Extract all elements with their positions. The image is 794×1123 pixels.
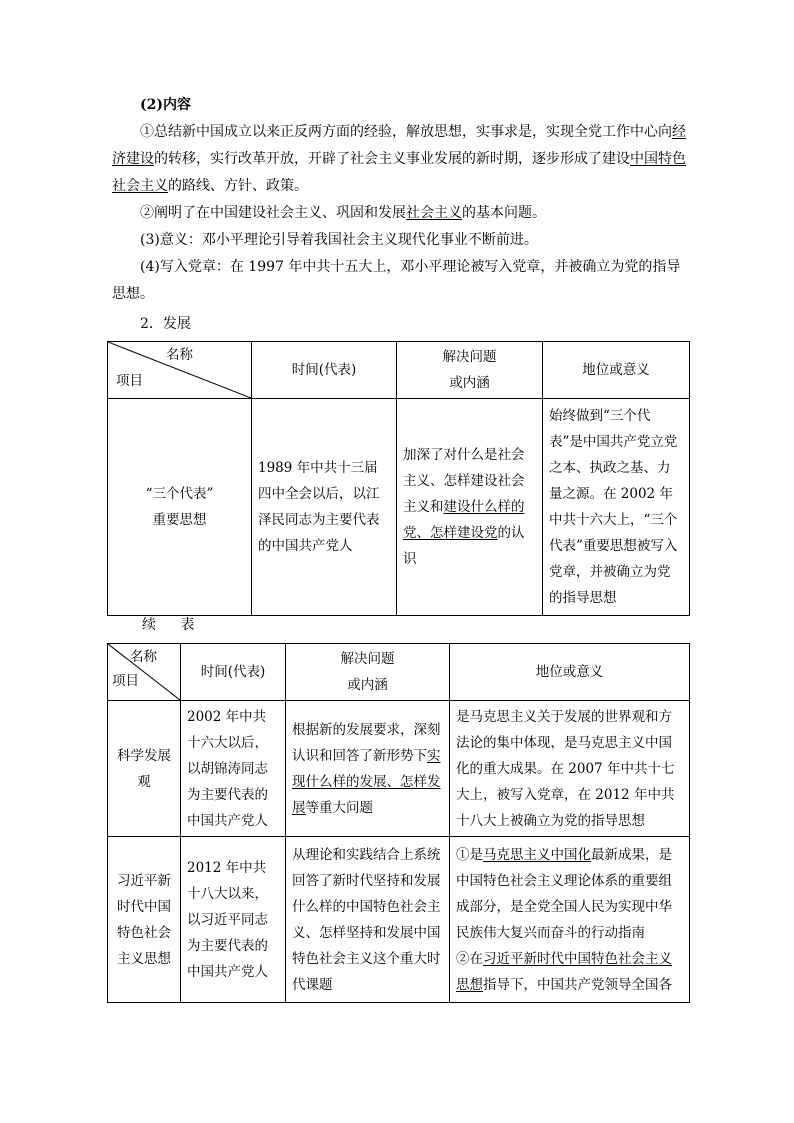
- row-time: 2002 年中共十六大以后，以胡锦涛同志为主要代表的中国共产党人: [181, 701, 286, 837]
- header-name-label: 名称: [166, 347, 193, 363]
- row-status: 是马克思主义关于发展的世界观和方法论的集中体现，是马克思主义中国化的重大成果。在 2007 年中共十七大上，被写入党章，在 2012 年中共十八大上被确立为党的指导思想: [450, 701, 690, 837]
- content-item-2: ②阐明了在中国建设社会主义、巩固和发展社会主义的基本问题。: [140, 205, 546, 221]
- row-status: ①是马克思主义中国化最新成果，是中国特色社会主义理论体系的重要组成部分，是全党全国人民为实现中华民族伟大复兴而奋斗的行动指南 ②在习近平新时代中国特色社会主义思想指导下，中国共产党领导全国各: [450, 837, 690, 1003]
- header-name-label: 名称: [130, 649, 157, 665]
- content-item-4: (4)写入党章：在 1997 年中共十五大上，邓小平理论被写入党章，并被确立为党的指导思想。: [112, 259, 681, 302]
- row-name: 习近平新时代中国特色社会主义思想: [108, 837, 181, 1003]
- table-header-row: [108, 342, 690, 399]
- header-time: 时间(代表): [252, 342, 397, 399]
- content-item-3: (3)意义：邓小平理论引导着我国社会主义现代化事业不断前进。: [140, 232, 538, 248]
- table-header-row: [108, 644, 690, 701]
- header-diagonal-cell: [108, 342, 252, 399]
- row-name: “三个代表” 重要思想: [108, 399, 252, 616]
- header-item-label: 项目: [116, 373, 143, 389]
- row-name: 科学发展观: [108, 701, 181, 837]
- header-time: 时间(代表): [181, 644, 286, 701]
- table-row: [108, 701, 690, 837]
- row-solve: 加深了对什么是社会主义、怎样建设社会主义和建设什么样的党、怎样建设党的认识: [397, 399, 543, 616]
- header-solve: 解决问题 或内涵: [286, 644, 450, 701]
- row-solve: 从理论和实践结合上系统回答了新时代坚持和发展什么样的中国特色社会主义、怎样坚持和发展中国特色社会主义这个重大时代课题: [286, 837, 450, 1003]
- row-status: 始终做到“三个代表”是中国共产党立党之本、执政之基、力量之源。在 2002 年中共十六大上，“三个代表”重要思想被写入党章，并被确立为党的指导思想: [543, 399, 690, 616]
- header-solve: 解决问题 或内涵: [397, 342, 543, 399]
- header-status: 地位或意义: [543, 342, 690, 399]
- development-table-2: [107, 643, 690, 1003]
- continued-label: 续 表: [142, 617, 205, 633]
- table-row: [108, 837, 690, 1003]
- row-time: 2012 年中共十八大以来，以习近平同志为主要代表的中国共产党人: [181, 837, 286, 1003]
- table-row: [108, 399, 690, 616]
- row-time: 1989 年中共十三届四中全会以后，以江泽民同志为主要代表的中国共产党人: [252, 399, 397, 616]
- content-item-1: ①总结新中国成立以来正反两方面的经验，解放思想，实事求是，实现全党工作中心向经济建设的转移，实行改革开放，开辟了社会主义事业发展的新时期，逐步形成了建设中国特色社会主义的路线、方针、政策。: [112, 124, 686, 194]
- development-table-1: [107, 341, 690, 616]
- row-solve: 根据新的发展要求，深刻认识和回答了新形势下实现什么样的发展、怎样发展等重大问题: [286, 701, 450, 837]
- content-heading: (2)内容: [140, 97, 191, 113]
- header-status: 地位或意义: [450, 644, 690, 701]
- header-diagonal-cell: [108, 644, 181, 701]
- header-item-label: 项目: [112, 673, 139, 689]
- develop-heading: 2．发展: [140, 316, 191, 332]
